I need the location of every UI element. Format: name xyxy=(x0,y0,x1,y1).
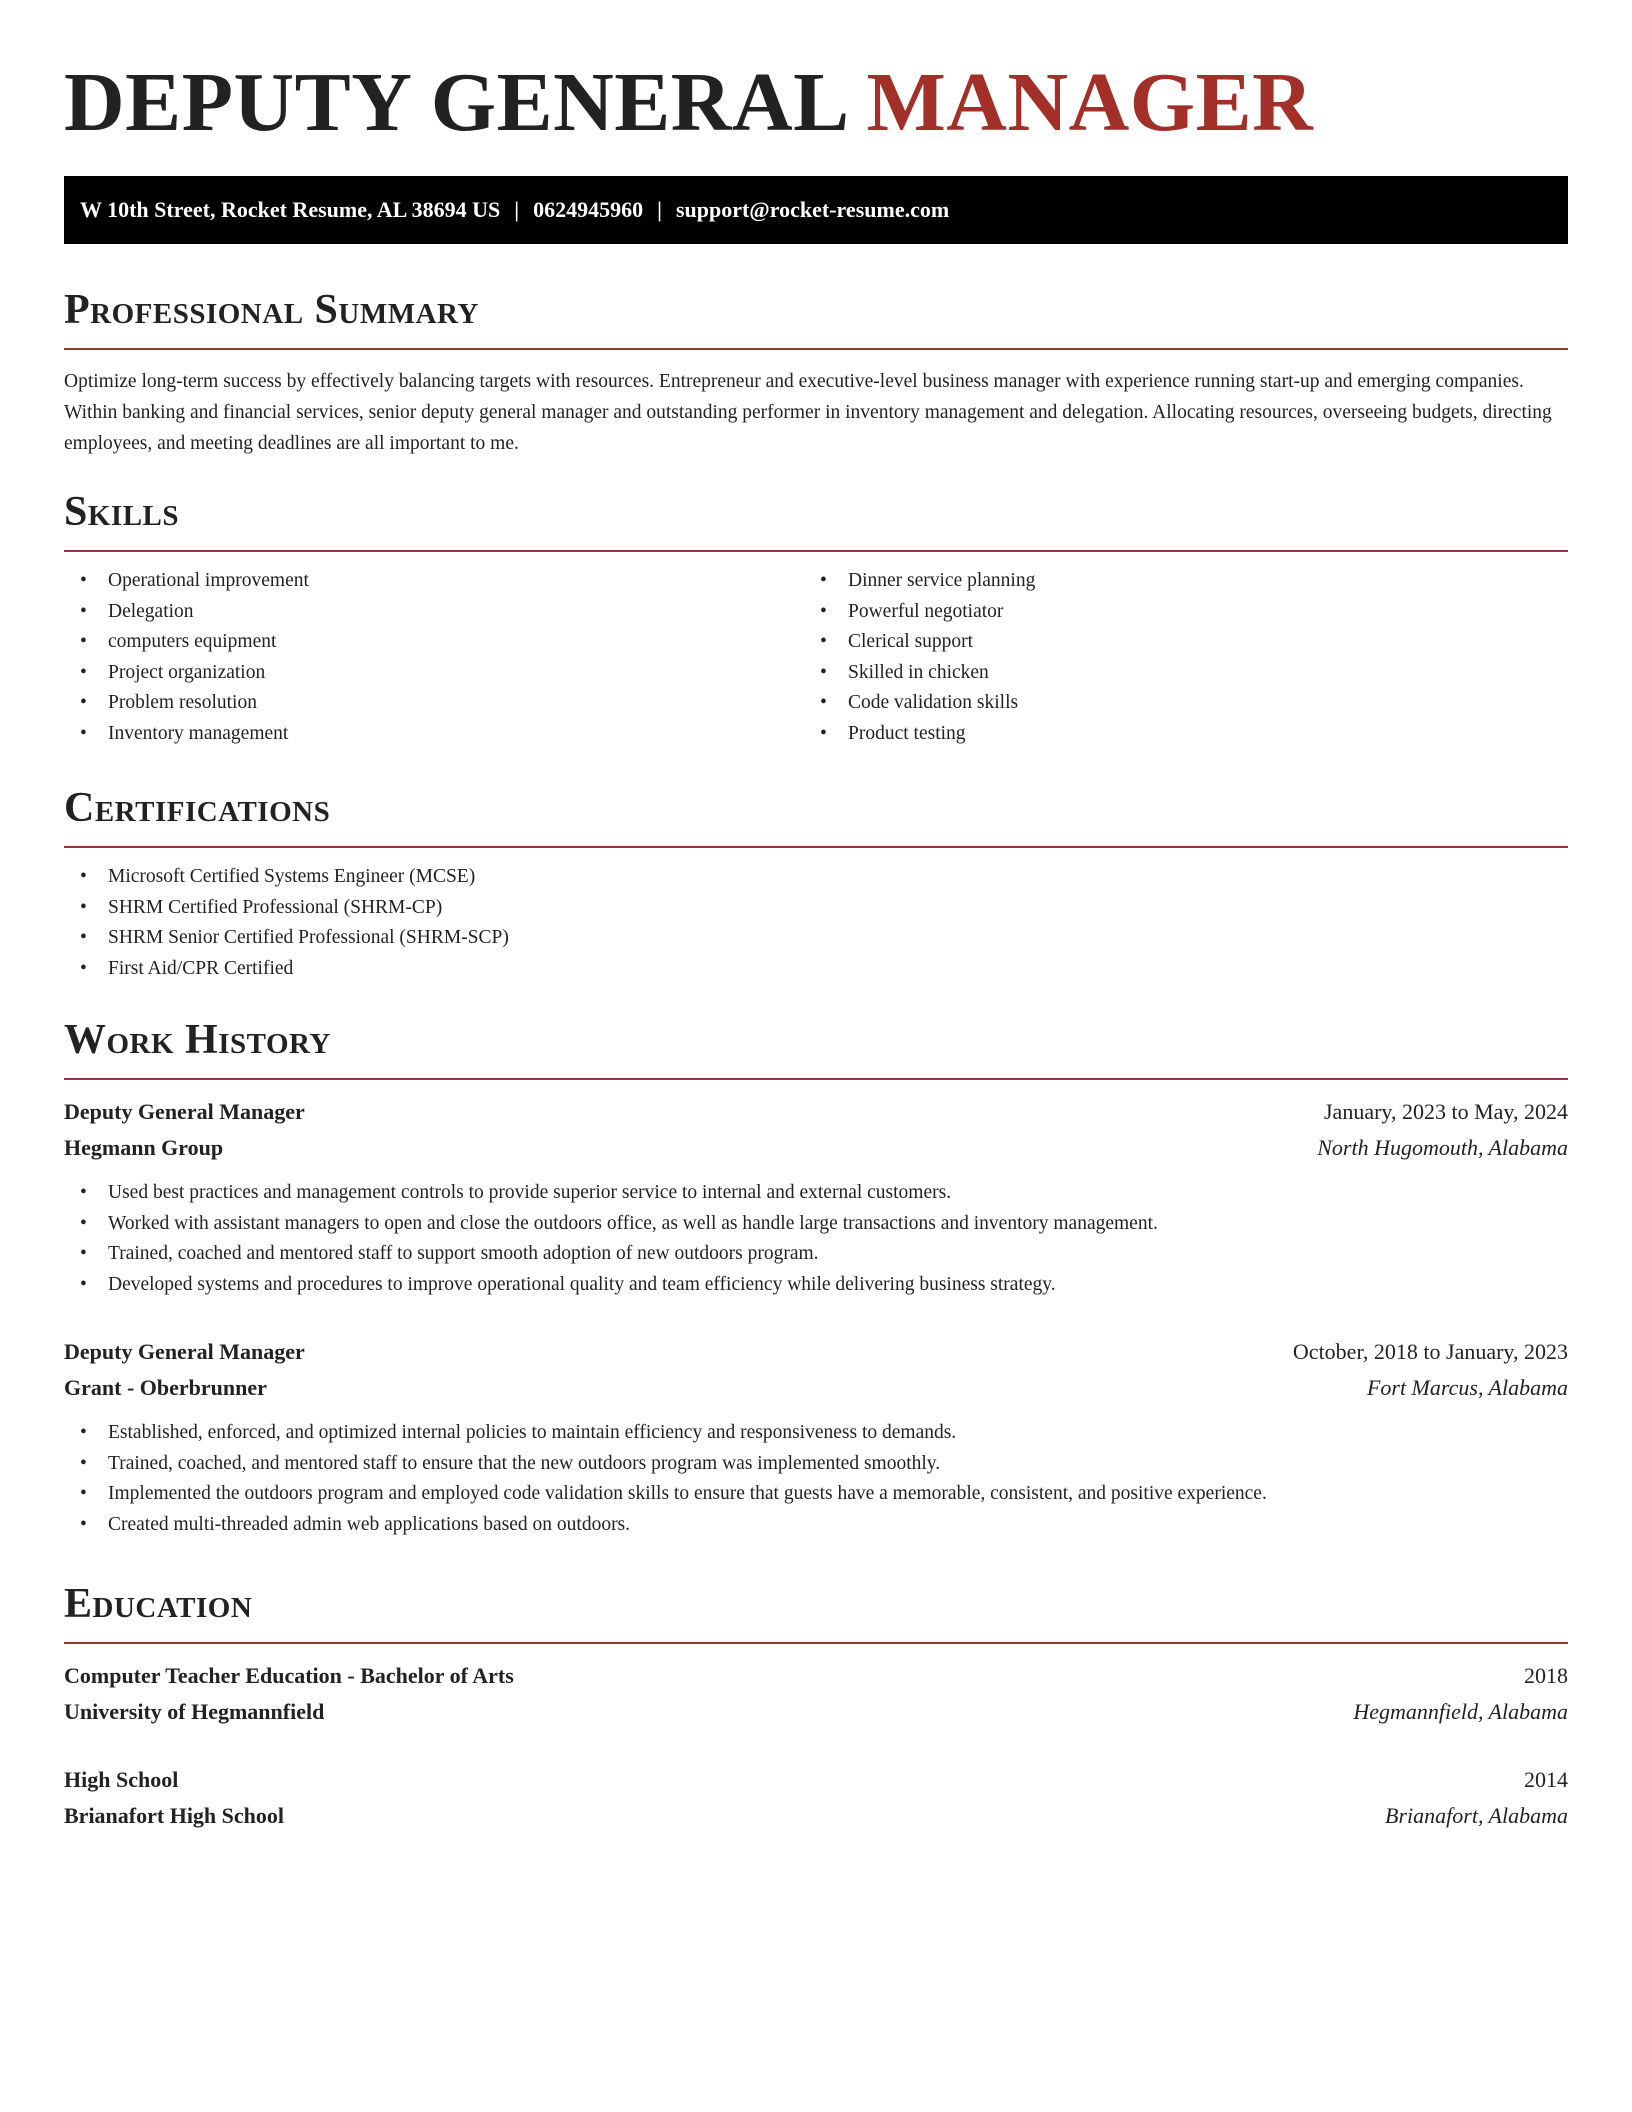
certification-item: • SHRM Senior Certified Professional (SHRM-SCP) xyxy=(64,923,1568,954)
certification-item: • SHRM Certified Professional (SHRM-CP) xyxy=(64,893,1568,924)
job-bullet: • Developed systems and procedures to improve operational quality and team efficiency while delivering business strategy. xyxy=(64,1270,1568,1301)
job-bullet: • Used best practices and management controls to provide superior service to internal and external customers. xyxy=(64,1178,1568,1209)
section-heading: Skills xyxy=(64,489,180,535)
certification-item: • First Aid/CPR Certified xyxy=(64,954,1568,985)
contact-phone: 0624945960 xyxy=(533,197,644,222)
education-year: 2014 xyxy=(1524,1767,1568,1792)
education-degree: High School xyxy=(64,1767,179,1792)
job-bullet: • Trained, coached and mentored staff to support smooth adoption of new outdoors program. xyxy=(64,1239,1568,1270)
section-heading: Professional Summary xyxy=(64,287,479,333)
skills-list-right xyxy=(804,566,1544,749)
resume-title xyxy=(64,0,1568,152)
job-entry xyxy=(64,1094,1568,1300)
education-location: Hegmannfield, Alabama xyxy=(1353,1699,1568,1724)
education-subheader xyxy=(64,1798,1568,1834)
job-header xyxy=(64,1094,1568,1130)
education-header xyxy=(64,1762,1568,1798)
job-bullets xyxy=(64,1418,1568,1540)
skill-item: • Dinner service planning xyxy=(804,566,1544,597)
skill-item: • Clerical support xyxy=(804,627,1544,658)
contact-separator: | xyxy=(514,197,520,222)
job-location: North Hugomouth, Alabama xyxy=(1317,1135,1568,1160)
job-title: Deputy General Manager xyxy=(64,1099,305,1124)
job-bullet: • Implemented the outdoors program and employed code validation skills to ensure that guests have a memorable, consistent, and positive experience. xyxy=(64,1479,1568,1510)
job-dates: October, 2018 to January, 2023 xyxy=(1292,1339,1568,1364)
section-heading: Certifications xyxy=(64,785,331,831)
skill-item: • computers equipment xyxy=(64,627,804,658)
job-dates: January, 2023 to May, 2024 xyxy=(1324,1099,1568,1124)
job-bullets xyxy=(64,1178,1568,1300)
job-header xyxy=(64,1334,1568,1370)
job-bullet: • Created multi-threaded admin web applications based on outdoors. xyxy=(64,1510,1568,1541)
education-degree: Computer Teacher Education - Bachelor of Arts xyxy=(64,1663,514,1688)
certifications-section xyxy=(64,782,1568,984)
job-subheader xyxy=(64,1130,1568,1166)
education-year: 2018 xyxy=(1524,1663,1568,1688)
skill-item: • Delegation xyxy=(64,597,804,628)
title-accent: MANAGER xyxy=(866,56,1314,149)
contact-address: W 10th Street, Rocket Resume, AL 38694 US xyxy=(80,197,501,222)
job-title: Deputy General Manager xyxy=(64,1339,305,1364)
contact-bar xyxy=(64,176,1568,244)
education-entry xyxy=(64,1658,1568,1730)
skill-item: • Skilled in chicken xyxy=(804,658,1544,689)
education-location: Brianafort, Alabama xyxy=(1385,1803,1568,1828)
job-location: Fort Marcus, Alabama xyxy=(1366,1375,1568,1400)
certifications-list xyxy=(64,862,1568,984)
section-divider xyxy=(64,846,1568,848)
skill-item: • Inventory management xyxy=(64,719,804,750)
skills-section xyxy=(64,486,1568,749)
section-divider xyxy=(64,1078,1568,1080)
job-subheader xyxy=(64,1370,1568,1406)
job-bullet: • Worked with assistant managers to open and close the outdoors office, as well as handle large transactions and inventory management. xyxy=(64,1209,1568,1240)
job-company: Hegmann Group xyxy=(64,1135,224,1160)
section-divider xyxy=(64,348,1568,350)
skill-item: • Powerful negotiator xyxy=(804,597,1544,628)
education-section xyxy=(64,1578,1568,1834)
skills-columns xyxy=(64,552,1568,749)
work-history-section xyxy=(64,1014,1568,1540)
skill-item: • Operational improvement xyxy=(64,566,804,597)
skill-item: • Code validation skills xyxy=(804,688,1544,719)
job-company: Grant - Oberbrunner xyxy=(64,1375,267,1400)
education-school: Brianafort High School xyxy=(64,1803,285,1828)
summary-text: Optimize long-term success by effectively balancing targets with resources. Entrepreneur and executive-level business manager with experience running start-up and emerging companies. Within banking and financial services, senior deputy general manager and outstanding performer in inventory management and delegation. Allocating resources, overseeing budgets, directing employees, and meeting deadlines are all important to me. xyxy=(64,371,1552,454)
job-bullet: • Trained, coached, and mentored staff to ensure that the new outdoors program was implemented smoothly. xyxy=(64,1449,1568,1480)
contact-email: support@rocket-resume.com xyxy=(675,197,950,222)
skills-list-left xyxy=(64,566,804,749)
contact-separator: | xyxy=(657,197,662,222)
job-entry xyxy=(64,1334,1568,1540)
skill-item: • Product testing xyxy=(804,719,1544,750)
education-entry xyxy=(64,1762,1568,1834)
skill-item: • Problem resolution xyxy=(64,688,804,719)
summary-section xyxy=(64,284,1568,459)
education-school: University of Hegmannfield xyxy=(64,1699,325,1724)
resume-page xyxy=(64,0,1568,1828)
job-bullet: • Established, enforced, and optimized internal policies to maintain efficiency and responsiveness to demands. xyxy=(64,1418,1568,1449)
certification-item: • Microsoft Certified Systems Engineer (MCSE) xyxy=(64,862,1568,893)
skill-item: • Project organization xyxy=(64,658,804,689)
education-header xyxy=(64,1658,1568,1694)
section-divider xyxy=(64,1642,1568,1644)
title-main: DEPUTY GENERAL xyxy=(64,56,846,149)
education-subheader xyxy=(64,1694,1568,1730)
section-heading: Education xyxy=(64,1581,253,1627)
section-heading: Work History xyxy=(64,1017,331,1063)
